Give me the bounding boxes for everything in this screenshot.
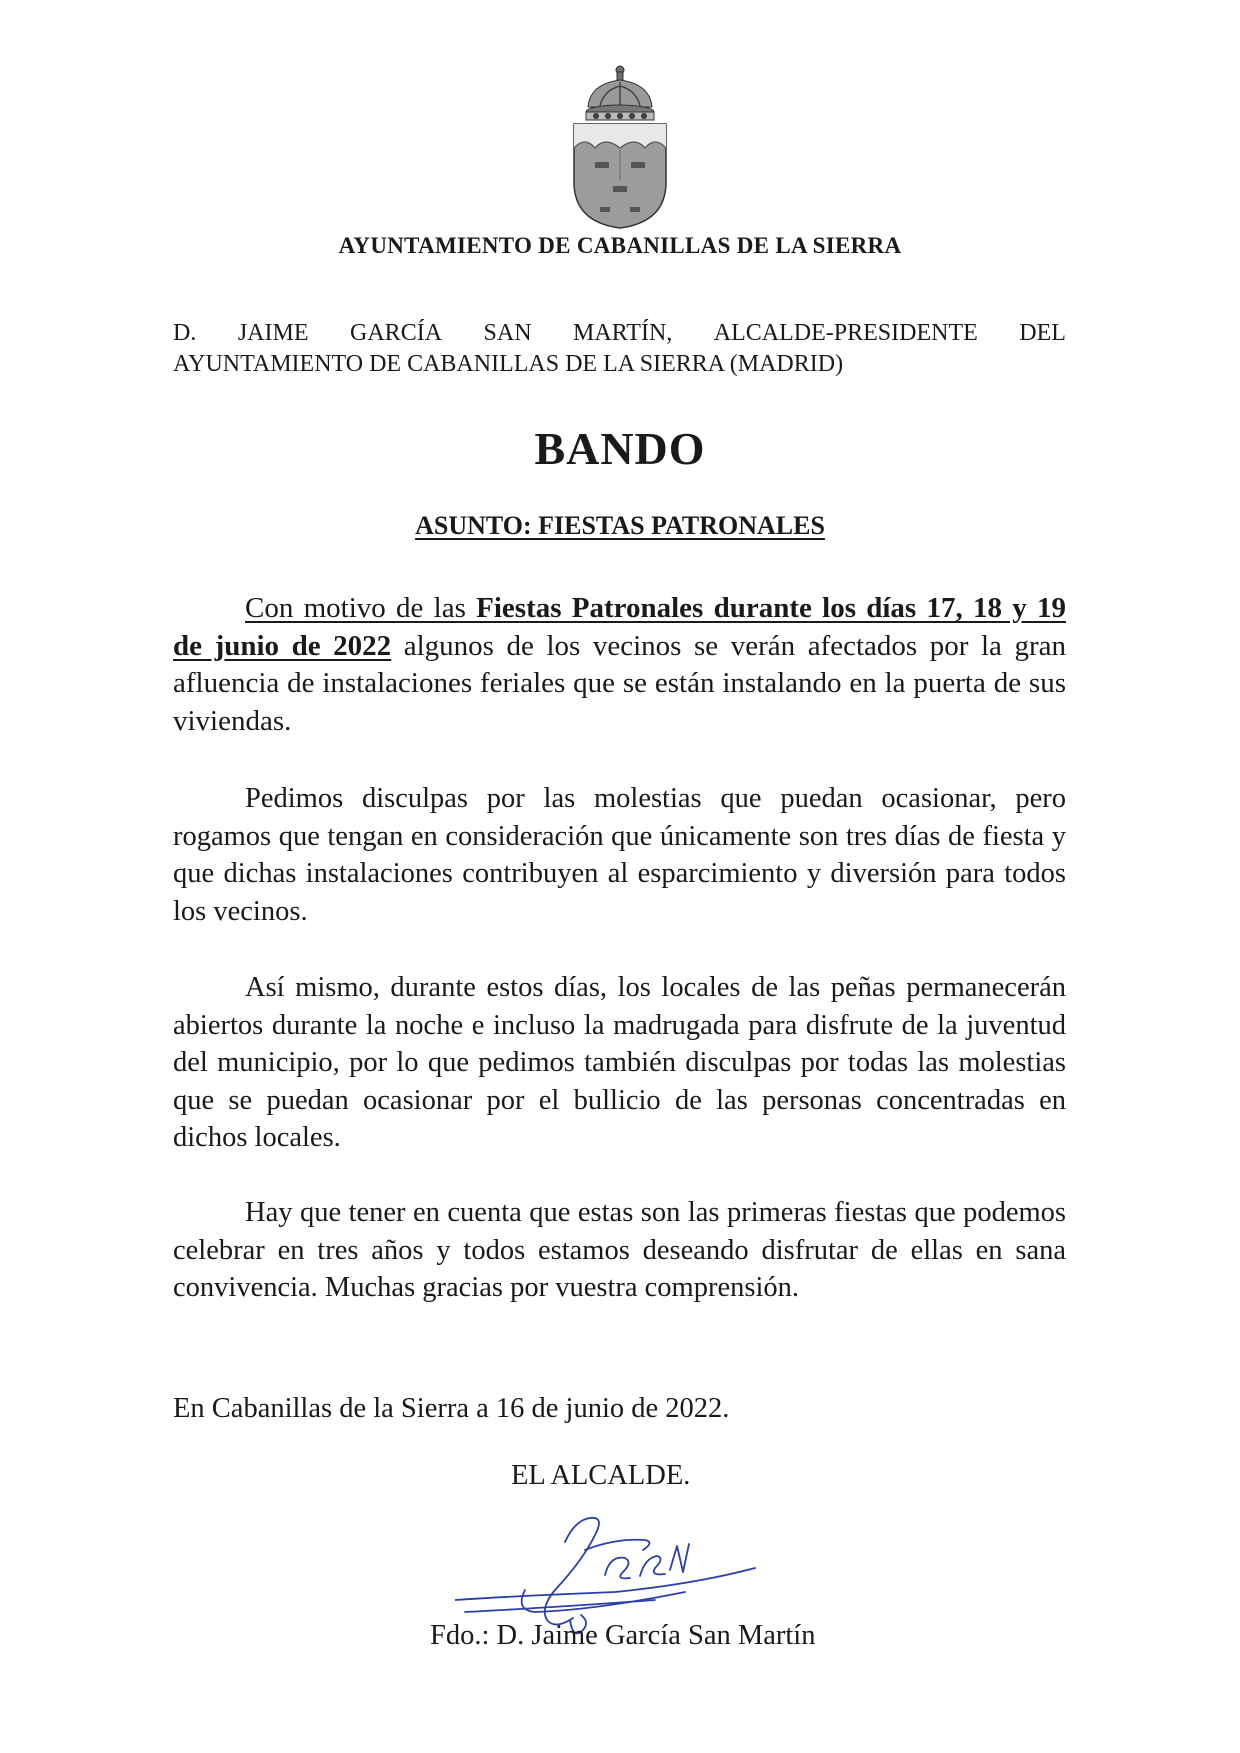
coat-of-arms-icon (560, 62, 680, 230)
issuer-block (173, 318, 1066, 380)
signed-by: Fdo.: D. Jaime García San Martín (430, 1620, 816, 1651)
document-title: BANDO (534, 423, 706, 474)
place-and-date: En Cabanillas de la Sierra a 16 de junio de 2022. (173, 1393, 730, 1424)
issuer-line-2: AYUNTAMIENTO DE CABANILLAS DE LA SIERRA (MADRID) (173, 351, 844, 377)
issuer-word: SAN (483, 320, 532, 346)
paragraph-3: Así mismo, durante estos días, los locales de las peñas permanecerán abiertos durante la noche e incluso la madrugada para disfrute de la juventud del municipio, por lo que pedimos también disculpas por todas las molestias que se puedan ocasionar por el bullicio de las personas concentradas en dichos locales. (173, 972, 1066, 1153)
issuer-word: ALCALDE-PRESIDENTE (713, 320, 978, 346)
organization-name: AYUNTAMIENTO DE CABANILLAS DE LA SIERRA (338, 233, 902, 258)
mayor-title: EL ALCALDE. (511, 1460, 691, 1491)
issuer-word: GARCÍA (350, 320, 443, 346)
paragraph-1-rest: algunos de los vecinos se verán afectados por la gran afluencia de instalaciones feriales que se están instalando en la puerta de sus viviendas. (173, 629, 1066, 737)
issuer-line-1 (173, 318, 1066, 349)
issuer-word: D. (173, 320, 197, 346)
paragraph-4: Hay que tener en cuenta que estas son las primeras fiestas que podemos celebrar en tres años y todos estamos deseando disfrutar de ellas en sana convivencia. Muchas gracias por vuestra comprensión. (173, 1197, 1066, 1303)
issuer-word: JAIME (237, 320, 309, 346)
document-subject: ASUNTO: FIESTAS PATRONALES (415, 511, 825, 540)
paragraph-2: Pedimos disculpas por las molestias que puedan ocasionar, pero rogamos que tengan en consideración que únicamente son tres días de fiesta y que dichas instalaciones contribuyen al esparcimiento y diversión para todos los vecinos. (173, 783, 1066, 927)
issuer-word: MARTÍN, (573, 320, 673, 346)
paragraph-1-intro: Con motivo de las (245, 592, 477, 624)
issuer-word: DEL (1019, 320, 1066, 346)
paragraph-1 (173, 590, 1066, 740)
paragraph-1-festival-dates: Fiestas Patronales durante los días 17, 18 y 19 de junio de 2022 (173, 592, 1066, 662)
